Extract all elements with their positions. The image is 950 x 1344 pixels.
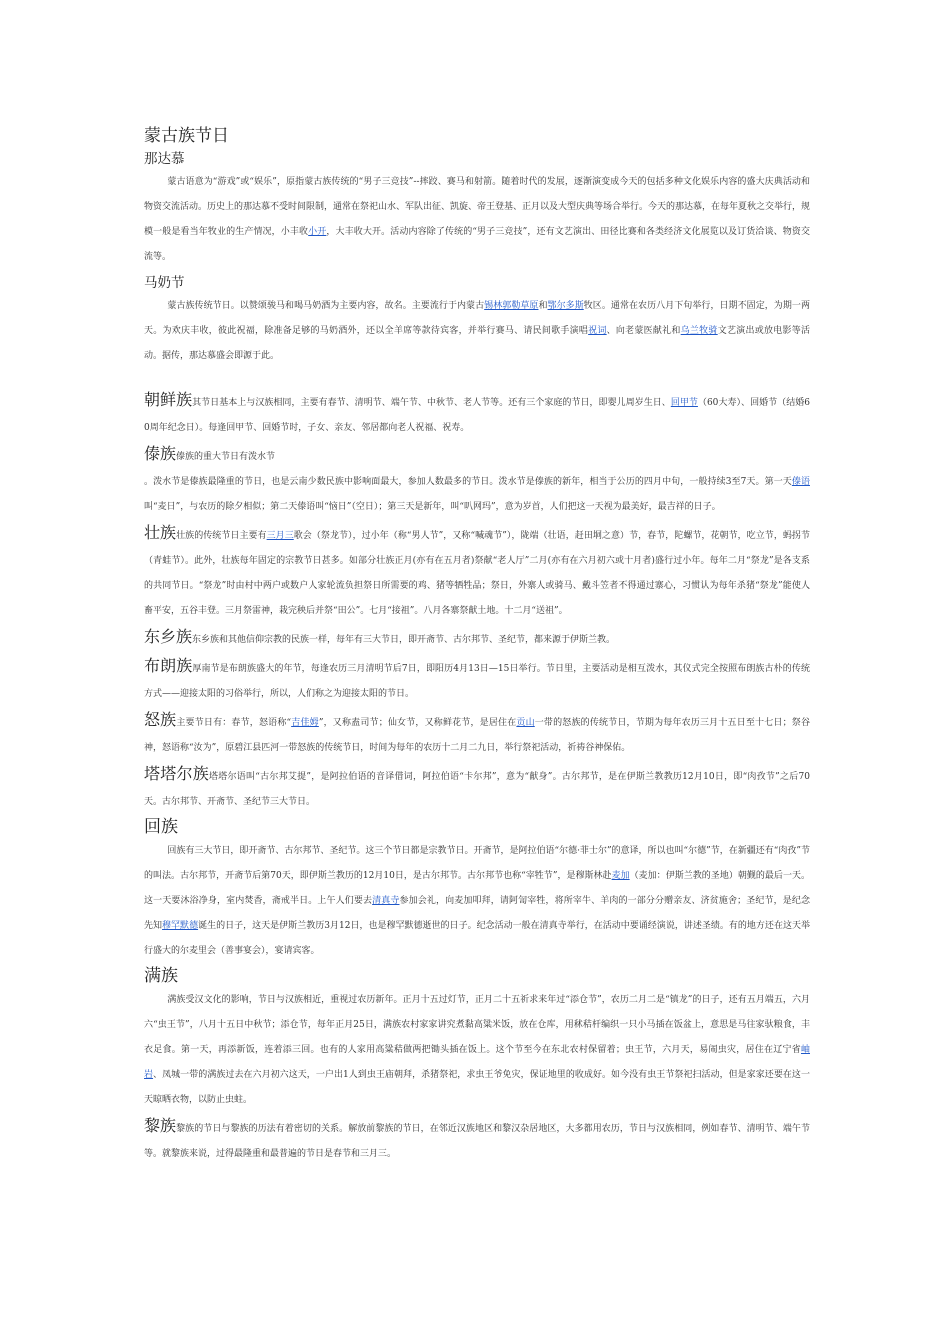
link-mosque[interactable]: 清真寺 xyxy=(372,896,400,906)
paragraph-blang: 布朗族厚南节是布朗族盛大的年节，每逢农历三月清明节后7日，即阳历4月13日—15日举行。节日里，主要活动是相互泼水，其仪式完全按照布朗族古朴的传统方式——迎接太阳的习俗举行，所以，人们称之为迎接太阳的节日。 xyxy=(144,656,810,699)
link-huijiajie[interactable]: 回甲节 xyxy=(670,398,698,408)
paragraph-nu: 怒族主要节日有：春节，怒语称“吉佳姆”，又称盍司节；仙女节，又称鲜花节，是居住在贡山一带的怒族的传统节日，节期为每年农历三月十五日至十七日；祭谷神，怒语称“汝为”，原碧江县匹河一带怒族的传统节日，时间为每年的农历十二月二九日，举行祭祀活动，祈祷谷神保佑。 xyxy=(144,710,810,753)
link-mecca[interactable]: 麦加 xyxy=(611,871,630,881)
section-heading-manchu: 满族 xyxy=(144,966,178,986)
paragraph-korean: 朝鲜族其节日基本上与汉族相同，主要有春节、清明节、端午节、中秋节、老人节等。还有三个家庭的节日，即婴儿周岁生日、回甲节（60大寿）、回婚节（结婚60周年纪念日）。每逢回甲节、回婚节时，子女、亲友、邻居都向老人祝福、祝寿。 xyxy=(144,390,810,433)
ethnic-name-nu: 怒族 xyxy=(144,710,177,729)
ethnic-name-dongxiang: 东乡族 xyxy=(144,627,193,646)
paragraph-dai: 。泼水节是傣族最隆重的节日，也是云南少数民族中影响面最大，参加人数最多的节日。泼水节是傣族的新年，相当于公历的四月中旬，一般持续3至7天。第一天傣语叫“麦日”，与农历的除夕相似；第二天傣语叫“恼日”（空日）；第三天是新年，叫“叭网玛”，意为岁首，人们把这一天视为最美好，最吉祥的日子。 xyxy=(144,477,810,512)
paragraph-naadam: 蒙古语意为“游戏”或“娱乐”，原指蒙古族传统的“男子三竞技”--摔跤、赛马和射箭。随着时代的发展，逐渐演变成今天的包括多种文化娱乐内容的盛大庆典活动和物资交流活动。历史上的那达慕不受时间限制，通常在祭祀山水、军队出征、凯旋、帝王登基、正月以及大型庆典等场合举行。今天的那达慕，在每年夏秋之交举行，规模一般是看当年牧业的生产情况，小丰收小开，大丰收大开。活动内容除了传统的“男子三竞技”，还有文艺演出、田径比赛和各类经济文化展览以及订货洽谈、物资交流等。 xyxy=(144,177,811,262)
page-title: 蒙古族节日 xyxy=(144,126,229,146)
section-heading-mare-milk: 马奶节 xyxy=(144,275,185,291)
ethnic-name-blang: 布朗族 xyxy=(144,656,193,675)
paragraph-dongxiang: 东乡族东乡族和其他信仰宗教的民族一样，每年有三大节日，即开斋节、古尔邦节、圣纪节，都来源于伊斯兰教。 xyxy=(144,627,616,646)
paragraph-li: 黎族黎族的节日与黎族的历法有着密切的关系。解放前黎族的节日，在邻近汉族地区和黎汉杂居地区，大多都用农历，节日与汉族相同，例如春节、清明节、端午节等。就黎族来说，过得最隆重和最普遍的节日是春节和三月三。 xyxy=(144,1116,810,1159)
ethnic-name-zhuang: 壮族 xyxy=(144,523,177,542)
paragraph-tatar: 塔塔尔族塔塔尔语叫“古尔邦艾提”，是阿拉伯语的音译借词，阿拉伯语“卡尔邦”，意为“献身”。古尔邦节，是在伊斯兰教教历12月10日，即“肉孜节”之后70天。古尔邦节、开斋节、圣纪节三大节日。 xyxy=(144,764,810,807)
paragraph-zhuang: 壮族壮族的传统节日主要有三月三歌会（祭龙节），过小年（称“男人节”，又称“喊魂节”），陇端（壮语，赶田垌之意）节，春节，陀螺节，花朝节，吃立节，蚂拐节（青蛙节）。此外，壮族每年固定的宗教节日甚多。如部分壮族正月(亦有在五月者)祭献“老人厅”二月(亦有在六月初六或十月者)盛行过小年。每年二月“祭龙”是各支系的共同节日。“祭龙”时由村中两户或数户人家轮流负担祭日所需要的鸡、猪等牺牲品；祭日，外寨人或骑马、戴斗笠者不得通过寨心，习惯认为每年杀猪“祭龙”能使人畜平安，五谷丰登。三月祭雷神，栽完秧后并祭“田公”。七月“接祖”。八月各寨祭献土地。十二月“送祖”。 xyxy=(144,523,810,616)
section-heading-hui: 回族 xyxy=(144,817,178,837)
ethnic-name-dai: 傣族 xyxy=(144,444,177,463)
link-daiyu[interactable]: 傣语 xyxy=(791,477,810,487)
link-zhuci[interactable]: 祝词 xyxy=(588,326,607,336)
ethnic-name-li: 黎族 xyxy=(144,1116,177,1135)
link-jijiamu[interactable]: 吉佳姆 xyxy=(291,718,319,728)
link-sanyuesan[interactable]: 三月三 xyxy=(266,531,294,541)
link-ordos[interactable]: 鄂尔多斯 xyxy=(547,301,584,311)
link-muhammad[interactable]: 穆罕默德 xyxy=(162,921,199,931)
link-xilingol[interactable]: 锡林郭勒草原 xyxy=(484,301,539,311)
paragraph-manchu: 满族受汉文化的影响，节日与汉族相近，重视过农历新年。正月十五过灯节，正月二十五祈求来年过“添仓节”，农历二月二是“镇龙”的日子，还有五月端五，六月六“虫王节”，八月十五日中秋节；添仓节，每年正月25日，满族农村家家讲究煮黏高粱米饭，放在仓库，用秫秸杆编织一只小马插在饭盆上，意思是马往家驮粮食，丰衣足食。第一天，再添新饭，连着添三回。也有的人家用高粱秸做两把锄头插在饭上。这个节至今在东北农村保留着；虫王节，六月天，易闹虫灾，居住在辽宁省岫岩、凤城一带的满族过去在六月初六这天，一户出1人到虫王庙朝拜，杀猪祭祀，求虫王爷免灾，保证地里的收成好。如今没有虫王节祭祀扫活动，但是家家还要在这一天晾晒衣物，以防止虫蛀。 xyxy=(144,995,810,1105)
ethnic-name-korean: 朝鲜族 xyxy=(144,390,193,409)
link-gongshan[interactable]: 贡山 xyxy=(516,718,535,728)
document-page xyxy=(144,124,810,1167)
link-xiuyan[interactable]: 岫岩 xyxy=(144,1045,810,1080)
paragraph-hui: 回族有三大节日，即开斋节、古尔邦节、圣纪节。这三个节日都是宗教节日。开斋节，是阿拉伯语“尔德·菲士尔”的意译，所以也叫“尔德”节，在新疆还有“肉孜”节的叫法。古尔邦节，开斋节后第70天，即伊斯兰教历的12月10日，是古尔邦节。古尔邦节也称“宰牲节”，是穆斯林赴麦加（麦加：伊斯兰教的圣地）朝觐的最后一天。这一天要沐浴净身，室内焚香，斋戒半日。上午人们要去清真寺参加会礼，向麦加叩拜，请阿訇宰牲，将所宰牛、羊肉的一部分分赠亲友、济贫施舍；圣纪节，是纪念先知穆罕默德诞生的日子，这天是伊斯兰教历3月12日，也是穆罕默德逝世的日子。纪念活动一般在清真寺举行，在活动中要诵经演说，讲述圣绩。有的地方还在这天举行盛大的尔麦里会（善事宴会），宴请宾客。 xyxy=(144,846,810,956)
link-xiaokai[interactable]: 小开 xyxy=(308,227,327,237)
ethnic-name-tatar: 塔塔尔族 xyxy=(144,764,210,783)
link-ulanmuqi[interactable]: 乌兰牧骑 xyxy=(680,326,718,336)
paragraph-dai-intro: 傣族傣族的重大节日有泼水节 xyxy=(144,444,276,463)
section-heading-naadam: 那达慕 xyxy=(144,151,185,167)
paragraph-mare-milk: 蒙古族传统节日。以赞颂骏马和喝马奶酒为主要内容，故名。主要流行于内蒙古锡林郭勒草原和鄂尔多斯牧区。通常在农历八月下旬举行，日期不固定，为期一两天。为欢庆丰收，彼此祝福，除准备足够的马奶酒外，还以全羊席等款待宾客，并举行赛马、请民间歌手演唱祝词、向老蒙医献礼和乌兰牧骑文艺演出或放电影等活动。据传，那达慕盛会即源于此。 xyxy=(144,301,810,361)
